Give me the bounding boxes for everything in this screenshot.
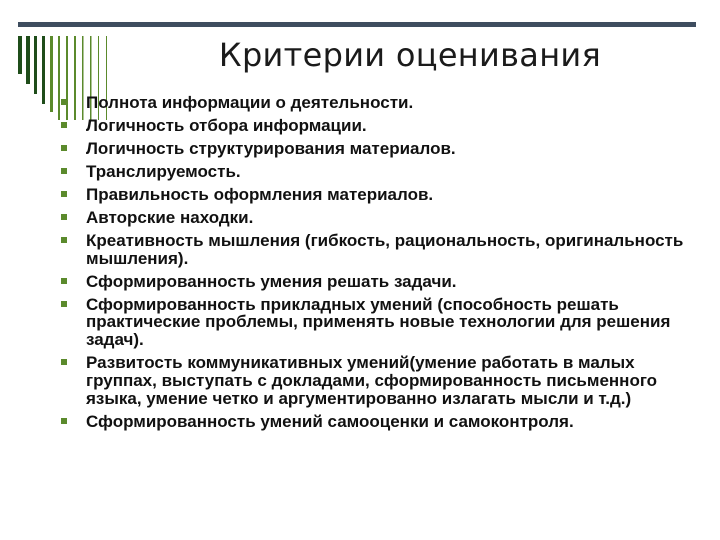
- green-square-bullet-icon: [61, 214, 67, 220]
- list-item: [56, 296, 696, 349]
- green-square-bullet-icon: [61, 145, 67, 151]
- list-item-text: Полнота информации о деятельности.: [86, 93, 414, 112]
- decorative-bar: [42, 36, 45, 104]
- list-item: [56, 163, 696, 181]
- list-item: [56, 186, 696, 204]
- list-item-text: Авторские находки.: [86, 207, 254, 227]
- green-square-bullet-icon: [61, 191, 67, 197]
- green-square-bullet-icon: [61, 418, 67, 424]
- list-item-text: Правильность оформления материалов.: [86, 184, 434, 204]
- list-item-text: Логичность отбора информации.: [86, 115, 367, 135]
- slide-title: Критерии оценивания: [218, 36, 602, 74]
- list-item-text: Логичность структурирования материалов.: [86, 138, 456, 158]
- green-square-bullet-icon: [61, 301, 67, 307]
- list-item-text: Креативность мышления (гибкость, рациональность, оригинальность мышления).: [86, 230, 684, 268]
- list-item: [56, 273, 696, 291]
- decorative-bar: [18, 36, 22, 74]
- list-item: [56, 413, 696, 431]
- list-item-text: Сформированность умения решать задачи.: [86, 271, 457, 291]
- green-square-bullet-icon: [61, 237, 67, 243]
- list-item-text: Транслируемость.: [86, 161, 241, 181]
- decorative-bar: [34, 36, 37, 94]
- green-square-bullet-icon: [61, 359, 67, 365]
- list-item-text: Сформированность умений самооценки и самоконтроля.: [86, 411, 574, 431]
- list-item: [56, 94, 696, 112]
- green-square-bullet-icon: [61, 278, 67, 284]
- list-item: [56, 140, 696, 158]
- decorative-bar: [26, 36, 30, 84]
- green-square-bullet-icon: [61, 122, 67, 128]
- green-square-bullet-icon: [61, 168, 67, 174]
- criteria-list: [56, 94, 696, 436]
- list-item: [56, 209, 696, 227]
- decorative-bar: [50, 36, 53, 112]
- green-square-bullet-icon: [61, 99, 67, 105]
- list-item-text: Развитость коммуникативных умений(умение работать в малых группах, выступать с докладами, сформированность письменного языка, умение четко и аргументированно излагать мысли и т.д.): [86, 353, 658, 408]
- list-item: [56, 232, 696, 268]
- list-item-text: Сформированность прикладных умений (способность решать практические проблемы, применять новые технологии для решения задач).: [86, 294, 671, 350]
- list-item: [56, 354, 696, 407]
- list-item: [56, 117, 696, 135]
